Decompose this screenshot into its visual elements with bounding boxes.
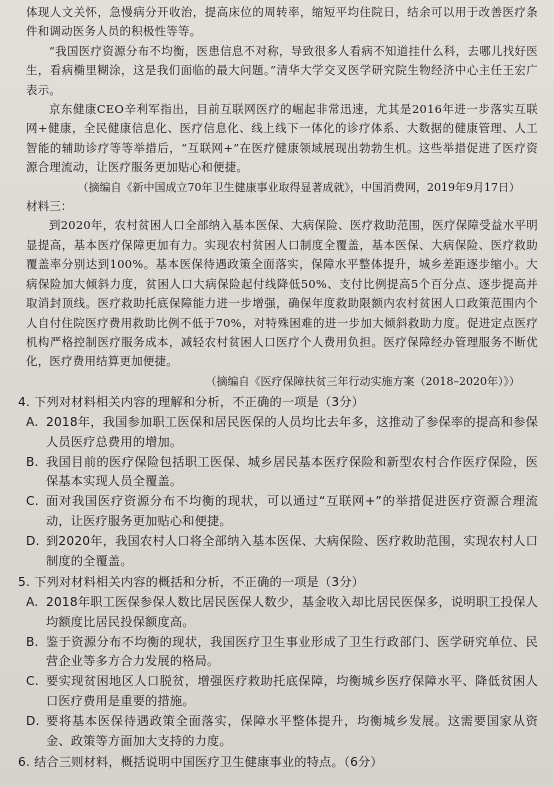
option-c [26,492,538,532]
question-5 [18,573,538,751]
option-letter: D. [26,713,40,728]
option-letter: B. [26,454,39,469]
option-letter: D. [26,533,40,548]
material2-paragraph-2: “我国医疗资源分布不均衡，医患信息不对称，导致很多人看病不知道挂什么科，去哪儿找好医生，看病椭里糊涂，这是我们面临的最大问题。”清华大学交叉医学研究院生物经济中心主任王宏广表示。 [26,43,538,97]
option-text: 面对我国医疗资源分布不均衡的现状，可以通过“互联网+”的举措促进医疗资源合理流动，让医疗服务更加贴心和便捷。 [46,494,538,528]
material2-paragraph-1: 体现人文关怀，急慢病分开收治，提高床位的周转率，缩短平均住院日，结余可以用于改善医疗条件和调动医务人员的积极性等等。 [26,5,538,39]
material2-source: （摘编自《新中国成立70年卫生健康事业取得显著成就》，中国消费网，2019年9月17日） [77,180,520,194]
material3-source: （摘编自《医疗保障扶贫三年行动实施方案（2018–2020年）》） [205,374,520,388]
option-text: 要实现贫困地区人口脱贫，增强医疗救助托底保障，均衡城乡医疗保障水平、降低贫困人口医疗费用是重要的措施。 [46,674,538,709]
option-letter: C. [26,674,39,689]
question-4 [18,393,538,571]
material3-heading: 材料三： [26,199,73,214]
option-text: 要将基本医保待遇政策全面落实，保障水平整体提升，均衡城乡发展。这需要国家从资金、政策等方面加大支持的力度。 [46,713,538,748]
material3-paragraph: 到2020年，农村贫困人口全部纳入基本医保、大病保险、医疗救助范围，医疗保障受益水平明显提高，基本医疗保障更加有力。实现农村贫困人口制度全覆盖，基本医保、大病保险、医疗救助覆盖率分别达到100%。基本医保待遇政策全面落实，保障水平整体提升，城乡差距逐步缩小。大病保险加大倾斜力度，贫困人口大病保险起付线降低50%、支付比例提高5个百分点、逐步提高并取消封顶线。医疗救助托底保障能力进一步增强，确保年度救助限额内农村贫困人口政策范围内个人自付住院医疗费用救助比例不低于70%，对特殊困难的进一步加大倾斜救助力度。促进定点医疗机构严格控制医疗服务成本，减轻农村贫困人口医疗个人费用负担。医疗保障经办管理服务不断优化，医疗费用结算更加便捷。 [26,218,538,369]
question-stem: 6. 结合三则材料，概括说明中国医疗卫生健康事业的特点。（6分） [18,755,383,770]
option-b [26,453,538,493]
option-letter: C. [26,494,39,509]
option-a [26,593,538,633]
question-6 [18,753,538,773]
question-stem: 4. 下列对材料相关内容的理解和分析，不正确的一项是（3分） [18,395,365,410]
option-text: 2018年职工医保参保人数比居民医保人数少，基金收入却比居民医保多，说明职工投保人均额度比居民投保额度高。 [46,595,538,629]
option-text: 我国目前的医疗保险包括职工医保、城乡居民基本医疗保险和新型农村合作医疗保险，医保基本实现人员全覆盖。 [46,454,538,489]
option-d [26,532,538,572]
option-letter: A. [26,595,39,610]
option-letter: B. [26,634,39,649]
material2-paragraph-3: 京东健康CEO辛利军指出，目前互联网医疗的崛起非常迅速，尤其是2016年进一步落实互联网+健康，全民健康信息化、医疗信息化、线上线下一体化的诊疗体系、大数据的健康管理、人工智能的辅助诊疗等等举措后，“互联网+”在医疗健康领域展现出勃勃生机。这些举措促进了医疗资源合理流动，让医疗服务更加贴心和便捷。 [26,102,538,175]
option-text: 鉴于资源分布不均衡的现状，我国医疗卫生事业形成了卫生行政部门、医学研究单位、民营企业等多方合力发展的格局。 [46,634,538,669]
option-b [26,633,538,673]
option-text: 到2020年，我国农村人口将全部纳入基本医保、大病保险、医疗救助范围，实现农村人口制度的全覆盖。 [46,533,538,568]
option-d [26,712,538,752]
option-text: 2018年，我国参加职工医保和居民医保的人员均比去年多，这推动了参保率的提高和参保人员医疗总费用的增加。 [46,414,538,449]
question-stem: 5. 下列对材料相关内容的概括和分析，不正确的一项是（3分） [18,575,365,590]
option-letter: A. [26,414,39,429]
option-a [26,413,538,453]
option-c [26,672,538,712]
